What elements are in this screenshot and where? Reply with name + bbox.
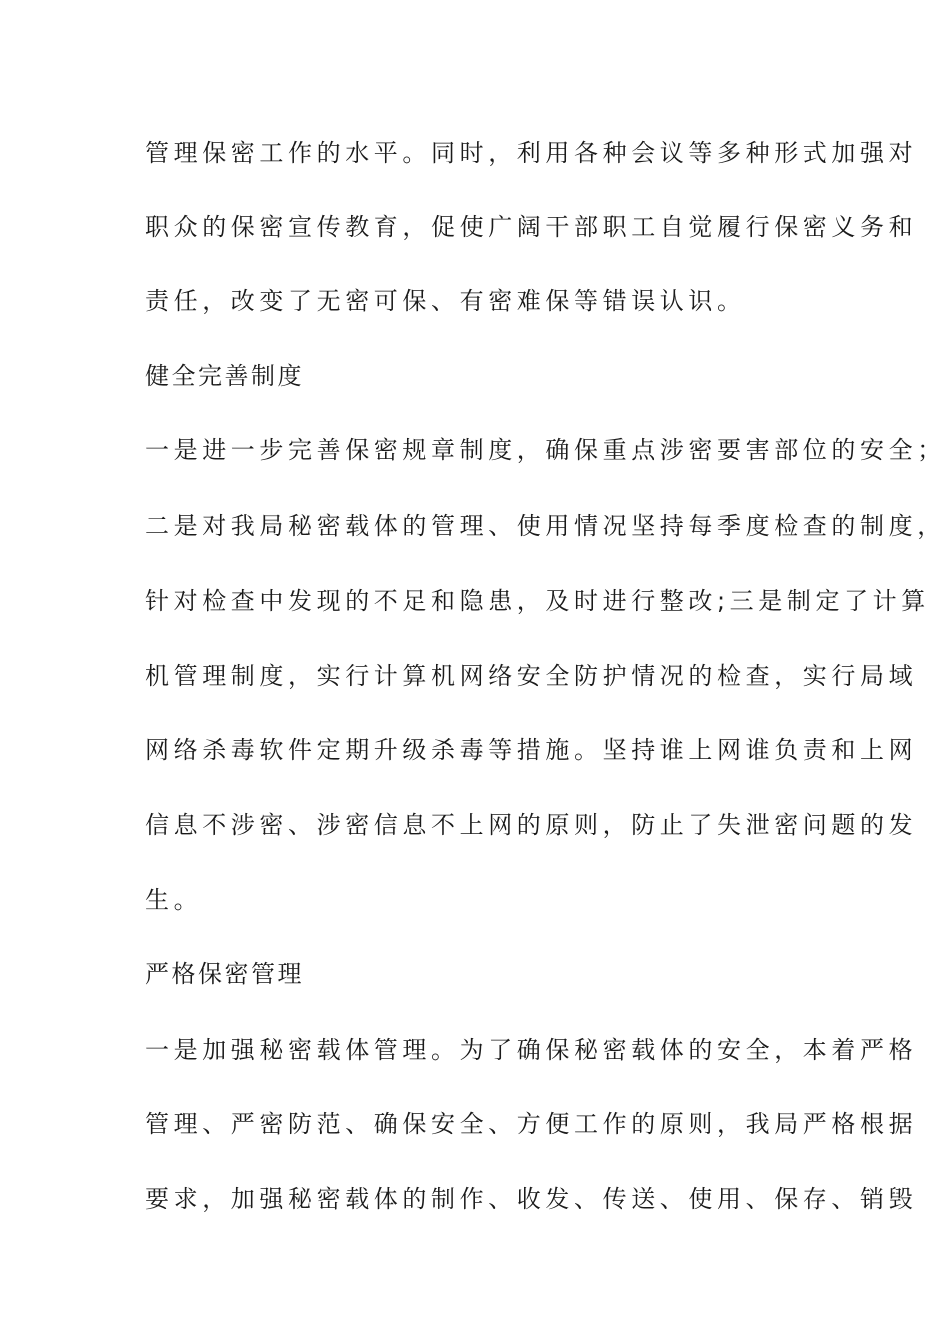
body-text-line: 信息不涉密、涉密信息不上网的原则，防止了失泄密问题的发 xyxy=(145,811,918,839)
body-text-line: 管理、严密防范、确保安全、方便工作的原则，我局严格根据 xyxy=(145,1110,918,1138)
body-text-line: 管理保密工作的水平。同时，利用各种会议等多种形式加强对 xyxy=(145,139,918,167)
body-text-line: 机管理制度，实行计算机网络安全防护情况的检查，实行局域 xyxy=(145,662,918,690)
body-text-line: 二是对我局秘密载体的管理、使用情况坚持每季度检查的制度， xyxy=(145,512,946,540)
body-text-line: 一是加强秘密载体管理。为了确保秘密载体的安全，本着严格 xyxy=(145,1036,918,1064)
body-text-line: 职众的保密宣传教育，促使广阔干部职工自觉履行保密义务和 xyxy=(145,213,918,241)
body-text-line: 网络杀毒软件定期升级杀毒等措施。坚持谁上网谁负责和上网 xyxy=(145,736,918,764)
body-text-line: 一是进一步完善保密规章制度，确保重点涉密要害部位的安全； xyxy=(145,436,946,464)
body-text-line: 责任，改变了无密可保、有密难保等错误认识。 xyxy=(145,287,746,315)
body-text-line: 生。 xyxy=(145,886,203,914)
body-text-line: 要求，加强秘密载体的制作、收发、传送、使用、保存、销毁 xyxy=(145,1185,918,1213)
section-heading: 严格保密管理 xyxy=(145,960,304,988)
section-heading: 健全完善制度 xyxy=(145,362,304,390)
body-text-line: 针对检查中发现的不足和隐患，及时进行整改;三是制定了计算 xyxy=(145,587,930,615)
